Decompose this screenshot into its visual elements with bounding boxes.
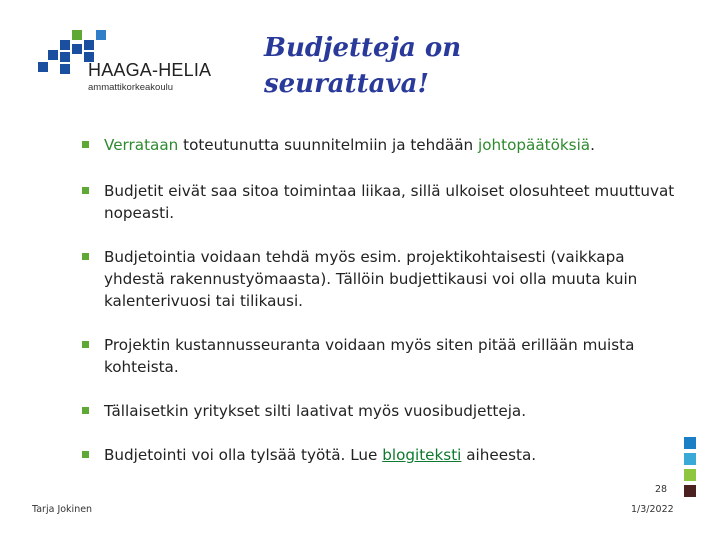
highlight-johtopaatoksia: johtopäätöksiä	[477, 136, 591, 154]
haaga-helia-logo	[38, 30, 212, 100]
bullet-item	[82, 334, 682, 378]
bullet-item	[82, 134, 595, 156]
side-square-3	[684, 469, 696, 481]
bullet-marker-icon	[82, 253, 89, 260]
side-square-1	[684, 437, 696, 449]
bullet-text: Budjetointi voi olla tylsää työtä. Lue	[104, 446, 383, 464]
footer-date: 1/3/2022	[631, 504, 674, 515]
bullet-marker-icon	[82, 141, 89, 148]
side-color-squares	[684, 437, 696, 501]
slide-title-line-2: seurattava!	[264, 69, 429, 99]
bullet-text: Projektin kustannusseuranta voidaan myös siten pitää erillään muista kohteista.	[104, 336, 635, 376]
footer-author: Tarja Jokinen	[32, 504, 93, 515]
bullet-text: Budjetointia voidaan tehdä myös esim. projektikohtaisesti (vaikkapa yhdestä rakennustyömaasta). Tällöin budjettikausi voi olla muuta kuin kalenterivuosi tai tilikausi.	[104, 248, 638, 310]
bullet-text-end: .	[590, 136, 595, 154]
page-number: 28	[655, 484, 668, 495]
bullet-text-end: aiheesta.	[461, 446, 537, 464]
bullet-text: toteutunutta suunnitelmiin ja tehdään	[178, 136, 478, 154]
bullet-marker-icon	[82, 451, 89, 458]
bullet-text: Budjetit eivät saa sitoa toimintaa liikaa, sillä ulkoiset olosuhteet muuttuvat nopeasti.	[104, 182, 675, 222]
bullet-item	[82, 444, 536, 466]
bullet-text: Tällaisetkin yritykset silti laativat myös vuosibudjetteja.	[104, 402, 527, 420]
logo-name: HAAGA-HELIA	[88, 60, 212, 80]
slide-title	[264, 30, 564, 102]
side-square-2	[684, 453, 696, 465]
bullet-marker-icon	[82, 407, 89, 414]
bullet-item	[82, 400, 526, 422]
side-square-4	[684, 485, 696, 497]
highlight-verrataan: Verrataan	[104, 136, 179, 154]
blog-link[interactable]: blogiteksti	[382, 446, 462, 464]
bullet-marker-icon	[82, 341, 89, 348]
logo-subtitle: ammattikorkeakoulu	[88, 82, 174, 93]
slide-title-line-1: Budjetteja on	[264, 33, 462, 63]
bullet-item	[82, 180, 682, 224]
bullet-marker-icon	[82, 187, 89, 194]
bullet-item	[82, 246, 682, 312]
